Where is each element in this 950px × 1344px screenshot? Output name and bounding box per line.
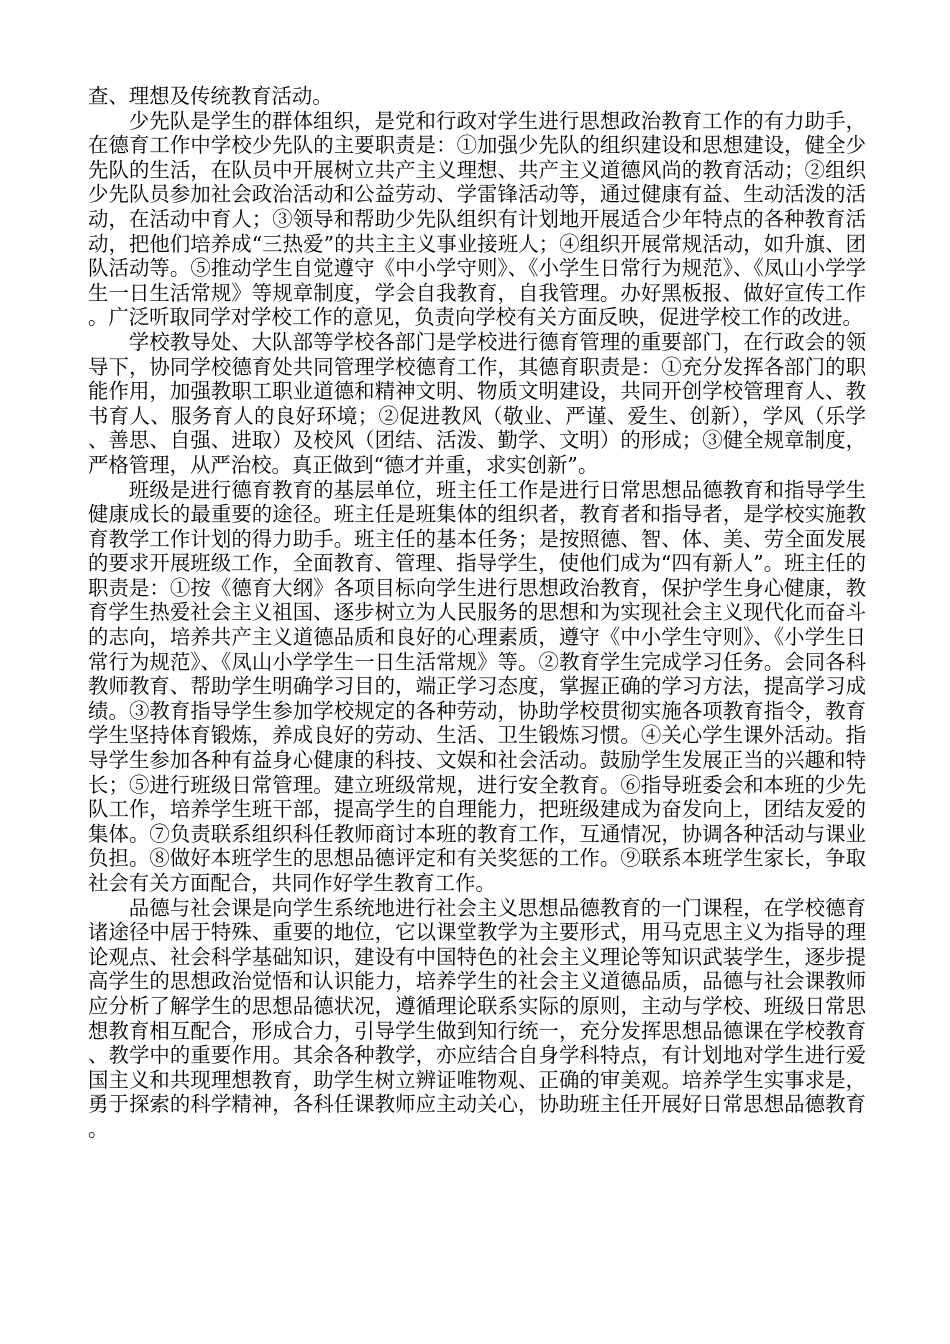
paragraph-moral-society-course: 品德与社会课是向学生系统地进行社会主义思想品德教育的一门课程，在学校德育诸途径中居于特殊、重要的地位，它以课堂教学为主要形式，用马克思主义为指导的理论观点、社会科学基础知识，建设有中国特色的社会主义理论等知识武装学生，逐步提高学生的思想政治觉悟和认识能力，培养学生的社会主义道德品质，品德与社会课教师应分析了解学生的思想品德状况，遵循理论联系实际的原则，主动与学校、班级日常思想教育相互配合，形成合力，引导学生做到知行统一，充分发挥思想品德课在学校教育、教学中的重要作用。其余各种教学，亦应结合自身学科特点，有计划地对学生进行爱国主义和共现理想教育，助学生树立辨证唯物观、正确的审美观。培养学生实事求是，勇于探索的科学精神，各科任课教师应主动关心，协助班主任开展好日常思想品德教育。 (88, 895, 866, 1141)
paragraph-school-departments: 学校教导处、大队部等学校各部门是学校进行德育管理的重要部门，在行政会的领导下，协同学校德育处共同管理学校德育工作，其德育职责是：①充分发挥各部门的职能作用，加强教职工职业道德和精神文明、物质文明建设，共同开创学校管理育人、教书育人、服务育人的良好环境；②促进教风（敬业、严谨、爱生、创新），学风（乐学、善思、自强、进取）及校风（团结、活泼、勤学、文明）的形成；③健全规章制度，严格管理，从严治校。真正做到“德才并重，求实创新”。 (88, 329, 866, 477)
document-body (88, 84, 866, 1142)
paragraph-continuation: 查、理想及传统教育活动。 (88, 84, 333, 108)
paragraph-young-pioneers: 少先队是学生的群体组织，是党和行政对学生进行思想政治教育工作的有力助手，在德育工作中学校少先队的主要职责是：①加强少先队的组织建设和思想建设，健全少先队的生活，在队员中开展树立共产主义理想、共产主义道德风尚的教育活动；②组织少先队员参加社会政治活动和公益劳动、学雷锋活动等，通过健康有益、生动活泼的活动，在活动中育人；③领导和帮助少先队组织有计划地开展适合少年特点的各种教育活动，把他们培养成“三热爱”的共主主义事业接班人；④组织开展常规活动，如升旗、团队活动等。⑤推动学生自觉遵守《中小学守则》、《小学生日常行为规范》、《凤山小学学生一日生活常规》等规章制度，学会自我教育，自我管理。办好黑板报、做好宣传工作。广泛听取同学对学校工作的意见，负责向学校有关方面反映，促进学校工作的改进。 (88, 108, 866, 330)
paragraph-class-teacher: 班级是进行德育教育的基层单位，班主任工作是进行日常思想品德教育和指导学生健康成长的最重要的途径。班主任是班集体的组织者，教育者和指导者，是学校实施教育教学工作计划的得力助手。班主任的基本任务；是按照德、智、体、美、劳全面发展的要求开展班级工作，全面教育、管理、指导学生，使他们成为“四有新人”。班主任的职责是：①按《德育大纲》各项目标向学生进行思想政治教育，保护学生身心健康，教育学生热爱社会主义祖国、逐步树立为人民服务的思想和为实现社会主义现代化而奋斗的志向，培养共产主义道德品质和良好的心理素质，遵守《中小学生守则》、《小学生日常行为规范》、《凤山小学学生一日生活常规》等。②教育学生完成学习任务。会同各科教师教育、帮助学生明确学习目的，端正学习态度，掌握正确的学习方法，提高学习成绩。③教育指导学生参加学校规定的各种劳动，协助学校贯彻实施各项教育指令，教育学生坚持体育锻炼，养成良好的劳动、生活、卫生锻炼习惯。④关心学生课外活动。指导学生参加各种有益身心健康的科技、文娱和社会活动。鼓励学生发展正当的兴趣和特长；⑤进行班级日常管理。建立班级常规，进行安全教育。⑥指导班委会和本班的少先队工作，培养学生班干部，提高学生的自理能力，把班级建成为奋发向上，团结友爱的集体。⑦负责联系组织科任教师商讨本班的教育工作，互通情况，协调各种活动与课业负担。⑧做好本班学生的思想品德评定和有关奖惩的工作。⑨联系本班学生家长，争取社会有关方面配合，共同作好学生教育工作。 (88, 477, 866, 895)
